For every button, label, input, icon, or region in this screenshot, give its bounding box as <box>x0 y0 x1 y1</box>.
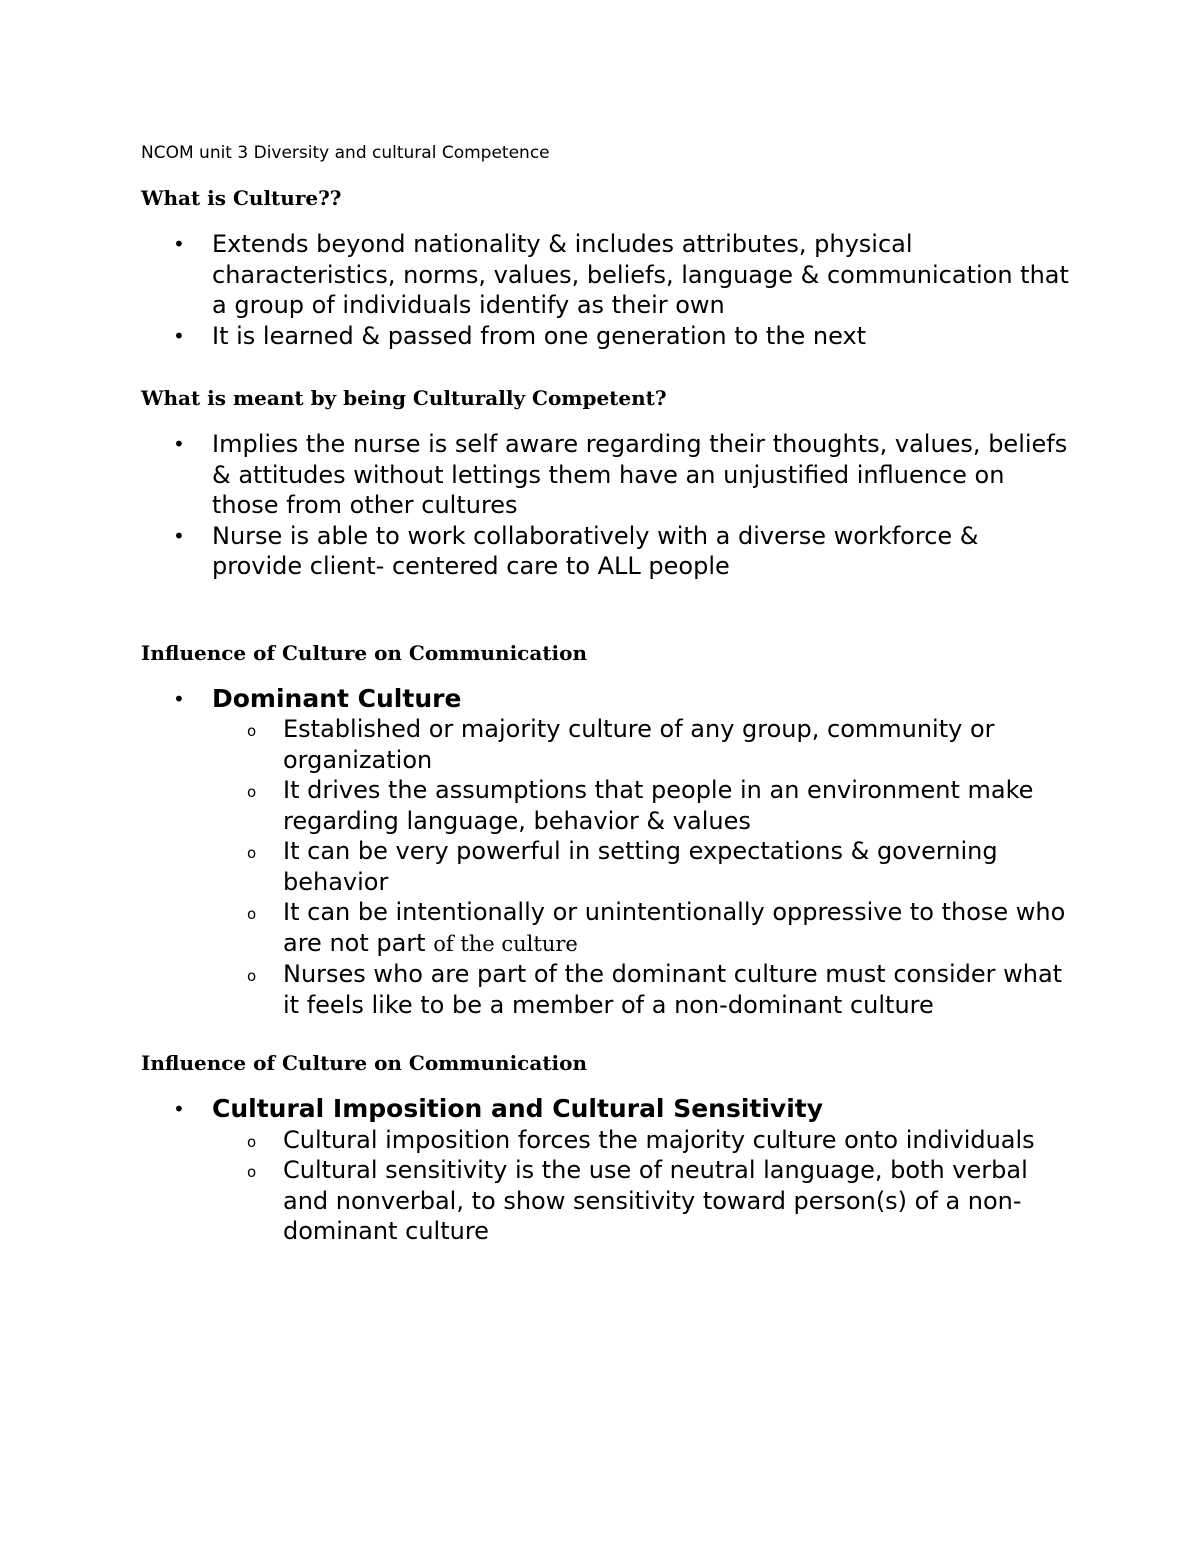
sub-bullet-icon: o <box>247 844 257 862</box>
list-item-text: Nurse is able to work collaboratively with a diverse workforce & provide client- centered care to ALL people <box>212 521 979 580</box>
list-item <box>141 229 1071 321</box>
sub-list-item-text: It can be very powerful in setting expectations & governing behavior <box>283 837 998 896</box>
sub-bullet-list <box>141 714 1071 1020</box>
section-heading: What is Culture?? <box>141 186 342 210</box>
document-title: NCOM unit 3 Diversity and cultural Competence <box>141 143 550 163</box>
bullet-icon: • <box>173 232 185 256</box>
bullet-list <box>141 229 1071 351</box>
sub-bullet-list <box>141 1125 1071 1247</box>
bullet-list <box>141 429 1071 582</box>
bullet-icon: • <box>173 432 185 456</box>
sub-list-item-text: Cultural imposition forces the majority culture onto individuals <box>283 1125 1035 1154</box>
sub-list-item <box>141 836 1071 897</box>
sub-bullet-icon: o <box>247 1132 257 1151</box>
bullet-list <box>141 684 1071 1021</box>
bullet-list <box>141 1094 1071 1247</box>
sub-list-item <box>141 775 1071 836</box>
list-item <box>141 521 1071 582</box>
sub-list-item <box>141 1155 1071 1247</box>
section-cultural-imposition <box>141 1050 1071 1247</box>
section-what-is-culture <box>141 185 1071 351</box>
topic-label: Dominant Culture <box>212 683 462 713</box>
sub-list-item <box>141 714 1071 775</box>
sub-list-item-tail: of the culture <box>433 931 578 956</box>
sub-bullet-icon: o <box>247 1163 257 1181</box>
section-culturally-competent <box>141 385 1071 582</box>
sub-bullet-icon: o <box>247 967 257 985</box>
list-item-text: It is learned & passed from one generation to the next <box>212 321 867 350</box>
bullet-icon: • <box>173 523 185 548</box>
section-heading: What is meant by being Culturally Competent? <box>141 386 667 410</box>
sub-list-item-text: Established or majority culture of any group, community or organization <box>283 715 995 774</box>
list-item <box>141 684 1071 1021</box>
section-heading: Influence of Culture on Communication <box>141 1051 588 1075</box>
section-dominant-culture <box>141 640 1071 1021</box>
section-heading: Influence of Culture on Communication <box>141 640 588 665</box>
sub-list-item-text: It drives the assumptions that people in an environment make regarding language, behavior & values <box>283 776 1034 835</box>
bullet-icon: • <box>173 323 185 348</box>
list-item-text: Extends beyond nationality & includes attributes, physical characteristics, norms, values, beliefs, language & communication that a group of individuals identify as their own <box>212 230 1069 319</box>
bullet-icon: • <box>173 686 185 711</box>
sub-list-item-text: It can be intentionally or unintentionally oppressive to those who are not part <box>283 898 1066 957</box>
sub-bullet-icon: o <box>247 905 257 923</box>
sub-bullet-icon: o <box>247 783 257 801</box>
sub-bullet-icon: o <box>247 722 257 740</box>
list-item <box>141 1094 1071 1247</box>
document-page <box>141 141 1071 1273</box>
bullet-icon: • <box>173 1097 185 1121</box>
sub-list-item <box>141 1125 1071 1156</box>
sub-list-item <box>141 897 1071 959</box>
list-item <box>141 321 1071 352</box>
sub-list-item <box>141 959 1071 1020</box>
list-item <box>141 429 1071 521</box>
list-item-text: Implies the nurse is self aware regarding their thoughts, values, beliefs & attitudes without lettings them have an unjustified influence on those from other cultures <box>212 430 1068 519</box>
topic-label: Cultural Imposition and Cultural Sensitivity <box>212 1094 824 1123</box>
sub-list-item-text: Nurses who are part of the dominant culture must consider what it feels like to be a member of a non-dominant culture <box>283 960 1063 1019</box>
sub-list-item-text: Cultural sensitivity is the use of neutral language, both verbal and nonverbal, to show sensitivity toward person(s) of a non-dominant culture <box>283 1156 1028 1245</box>
